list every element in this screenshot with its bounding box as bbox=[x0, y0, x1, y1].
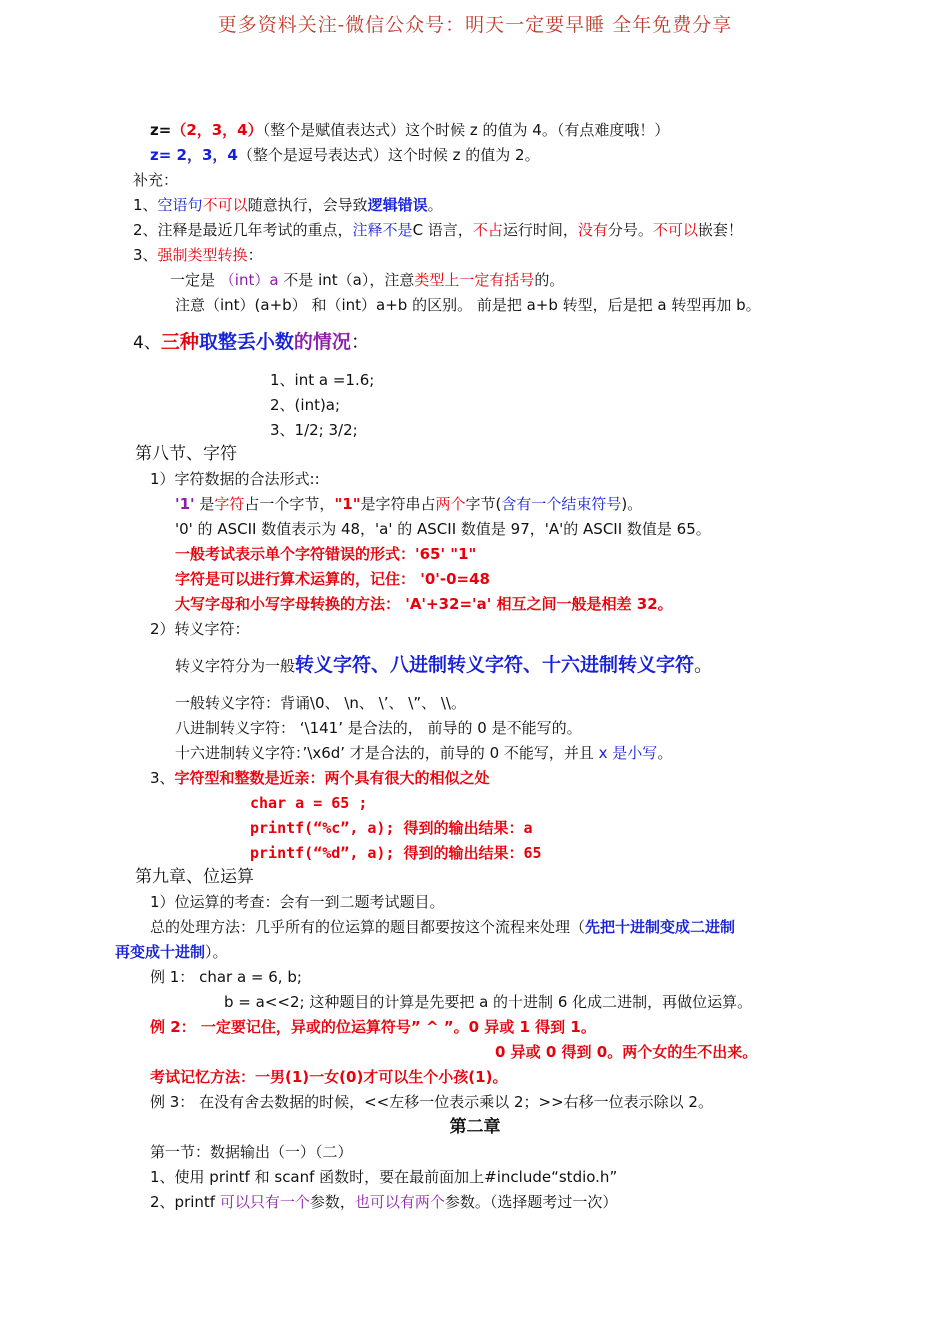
text: 逻辑错误 bbox=[367, 196, 428, 214]
line-truncate-1: 1、int a =1.6; bbox=[270, 371, 375, 389]
text: 先把十进制变成二进制 bbox=[585, 918, 736, 936]
line-escape-heading: 2）转义字符： bbox=[150, 620, 250, 638]
text: 2、printf bbox=[150, 1193, 220, 1211]
text: 是字符串占 bbox=[360, 495, 436, 513]
text: 强制类型转换 bbox=[157, 246, 248, 264]
text: 2、注释是最近几年考试的重点， bbox=[133, 221, 353, 239]
text: 不占 bbox=[472, 221, 503, 239]
chapter-heading: 第二章 bbox=[449, 1117, 501, 1137]
text: z= bbox=[150, 121, 172, 139]
line-example-1: 例 1： char a = 6, b; bbox=[150, 968, 302, 986]
text: 的情况 bbox=[293, 331, 351, 353]
line-char-forms: 1）字符数据的合法形式:: bbox=[150, 470, 320, 488]
code-printf-d: printf(“%d”, a); 得到的输出结果：65 bbox=[250, 844, 542, 862]
text: 注释不是 bbox=[352, 221, 413, 239]
line-example-3: 例 3： 在没有舍去数据的时候，<<左移一位表示乘以 2；>>右移一位表示除以 2。 bbox=[150, 1093, 713, 1111]
section-heading-bitops: 第九章、位运算 bbox=[135, 867, 254, 887]
text: 转义字符分为一般 bbox=[175, 657, 296, 675]
text: 3、 bbox=[150, 769, 175, 787]
line-bitops-exam: 1）位运算的考查：会有一到二题考试题目。 bbox=[150, 893, 445, 911]
text: ： bbox=[247, 246, 263, 264]
text: 可以只有一个 bbox=[219, 1193, 310, 1211]
text: 3、 bbox=[133, 246, 158, 264]
line-cast-rule bbox=[170, 270, 564, 290]
text: C 语言， bbox=[412, 221, 473, 239]
text: 。 bbox=[427, 196, 443, 214]
text: 。 bbox=[657, 744, 673, 762]
line-truncate-3: 3、1/2; 3/2; bbox=[270, 421, 358, 439]
text: )。 bbox=[621, 495, 643, 513]
text: 占一个字节， bbox=[244, 495, 335, 513]
text: ）。 bbox=[205, 943, 228, 961]
line-cast-note: 注意（int）(a+b） 和（int）a+b 的区别。 前是把 a+b 转型，后是把 a 转型再加 b。 bbox=[175, 296, 761, 314]
code-printf-c: printf(“%c”, a); 得到的输出结果：a bbox=[250, 819, 533, 837]
text: 含有一个结束符号 bbox=[501, 495, 622, 513]
line-case-convert: 大写字母和小写字母转换的方法： 'A'+32='a' 相互之间一般是相差 32。 bbox=[175, 595, 673, 613]
section-heading-chars: 第八节、字符 bbox=[135, 444, 237, 464]
text: 总的处理方法：几乎所有的位运算的题目都要按这个流程来处理（ bbox=[150, 918, 586, 936]
line-item-1 bbox=[133, 195, 443, 215]
line-char-int-relation bbox=[150, 768, 490, 788]
line-item-4 bbox=[133, 330, 370, 355]
text: 4、 bbox=[133, 333, 161, 353]
line-escape-octal: 八进制转义字符： ‘\141’ 是合法的， 前导的 0 是不能写的。 bbox=[175, 719, 582, 737]
text: '1' bbox=[175, 495, 195, 513]
line-char-vs-string bbox=[175, 494, 642, 514]
text: （整个是赋值表达式）这个时候 z 的值为 4。（有点难度哦！） bbox=[262, 121, 670, 139]
text: 。 bbox=[694, 654, 714, 676]
text: ： bbox=[350, 331, 370, 353]
line-escape-general: 一般转义字符：背诵\0、 \n、 \’、 \”、 \\。 bbox=[175, 694, 466, 712]
text: x 是小写 bbox=[598, 744, 658, 762]
text: 分号。 bbox=[607, 221, 653, 239]
text: （int）a bbox=[219, 271, 279, 289]
line-ascii-values: '0' 的 ASCII 数值表示为 48，'a' 的 ASCII 数值是 97，'A'的 ASCII 数值是 65。 bbox=[175, 520, 711, 538]
line-example-2: 例 2： 一定要记住，异或的位运算符号” ^ ”。0 异或 1 得到 1。 bbox=[150, 1018, 596, 1036]
text: 也可以有两个 bbox=[354, 1193, 445, 1211]
text: 运行时间， bbox=[502, 221, 578, 239]
page-header-banner: 更多资料关注-微信公众号：明天一定要早睡 全年免费分享 bbox=[217, 14, 733, 36]
line-item-3 bbox=[133, 245, 263, 265]
line-truncate-2: 2、(int)a; bbox=[270, 396, 341, 414]
text: （2，3，4） bbox=[171, 121, 263, 139]
line-char-errors: 一般考试表示单个字符错误的形式：'65' "1" bbox=[175, 545, 477, 563]
text: 十六进制转义字符：’\x6d’ 才是合法的，前导的 0 不能写，并且 bbox=[175, 744, 599, 762]
text: 嵌套！ bbox=[697, 221, 743, 239]
line-char-arith: 字符是可以进行算术运算的，记住： '0'-0=48 bbox=[175, 570, 490, 588]
text: 取整丢小数 bbox=[198, 331, 294, 353]
text: 随意执行，会导致 bbox=[247, 196, 368, 214]
text: 字符型和整数是近亲：两个具有很大的相似之处 bbox=[174, 769, 490, 787]
text: 参数， bbox=[309, 1193, 355, 1211]
line-include-note: 1、使用 printf 和 scanf 函数时，要在最前面加上#include“stdio.h” bbox=[150, 1168, 618, 1186]
text: 类型上一定有括号 bbox=[414, 271, 535, 289]
text: 转义字符、八进制转义字符、十六进制转义字符 bbox=[295, 654, 695, 676]
line-z-comma bbox=[150, 145, 540, 165]
line-example-2-cont: 0 异或 0 得到 0。两个女的生不出来。 bbox=[495, 1043, 758, 1061]
line-item-2 bbox=[133, 220, 743, 240]
line-escape-types bbox=[175, 652, 713, 679]
text: 参数。（选择题考过一次） bbox=[444, 1193, 618, 1211]
line-supplement-heading: 补充： bbox=[133, 171, 179, 189]
line-example-1-shift: b = a<<2; 这种题目的计算是先要把 a 的十进制 6 化成二进制，再做位运算。 bbox=[224, 993, 753, 1011]
text: 空语句 bbox=[157, 196, 203, 214]
line-escape-hex bbox=[175, 743, 672, 763]
text: 字节( bbox=[465, 495, 502, 513]
text: （整个是逗号表达式）这个时候 z 的值为 2。 bbox=[237, 146, 540, 164]
line-z-assign bbox=[150, 120, 669, 140]
line-printf-params bbox=[150, 1192, 617, 1212]
text: 1、 bbox=[133, 196, 158, 214]
text: 一定是 bbox=[170, 271, 220, 289]
line-bitops-method-cont bbox=[115, 942, 228, 962]
code-char-decl: char a = 65 ; bbox=[250, 794, 368, 812]
text: 字符 bbox=[214, 495, 245, 513]
text: 再变成十进制 bbox=[115, 943, 206, 961]
text: 没有 bbox=[577, 221, 608, 239]
text: "1" bbox=[334, 495, 361, 513]
text: 是 bbox=[194, 495, 215, 513]
text: 不是 int（a），注意 bbox=[278, 271, 415, 289]
text: 两个 bbox=[435, 495, 466, 513]
text: 不可以 bbox=[652, 221, 698, 239]
text: 的。 bbox=[534, 271, 565, 289]
line-memory-tip: 考试记忆方法：一男(1)一女(0)才可以生个小孩(1)。 bbox=[150, 1068, 508, 1086]
text: 三种 bbox=[160, 331, 199, 353]
line-bitops-method bbox=[150, 917, 735, 937]
text: z= 2，3，4 bbox=[150, 146, 238, 164]
line-section-output: 第一节：数据输出（一）（二） bbox=[150, 1143, 353, 1161]
text: 不可以 bbox=[202, 196, 248, 214]
